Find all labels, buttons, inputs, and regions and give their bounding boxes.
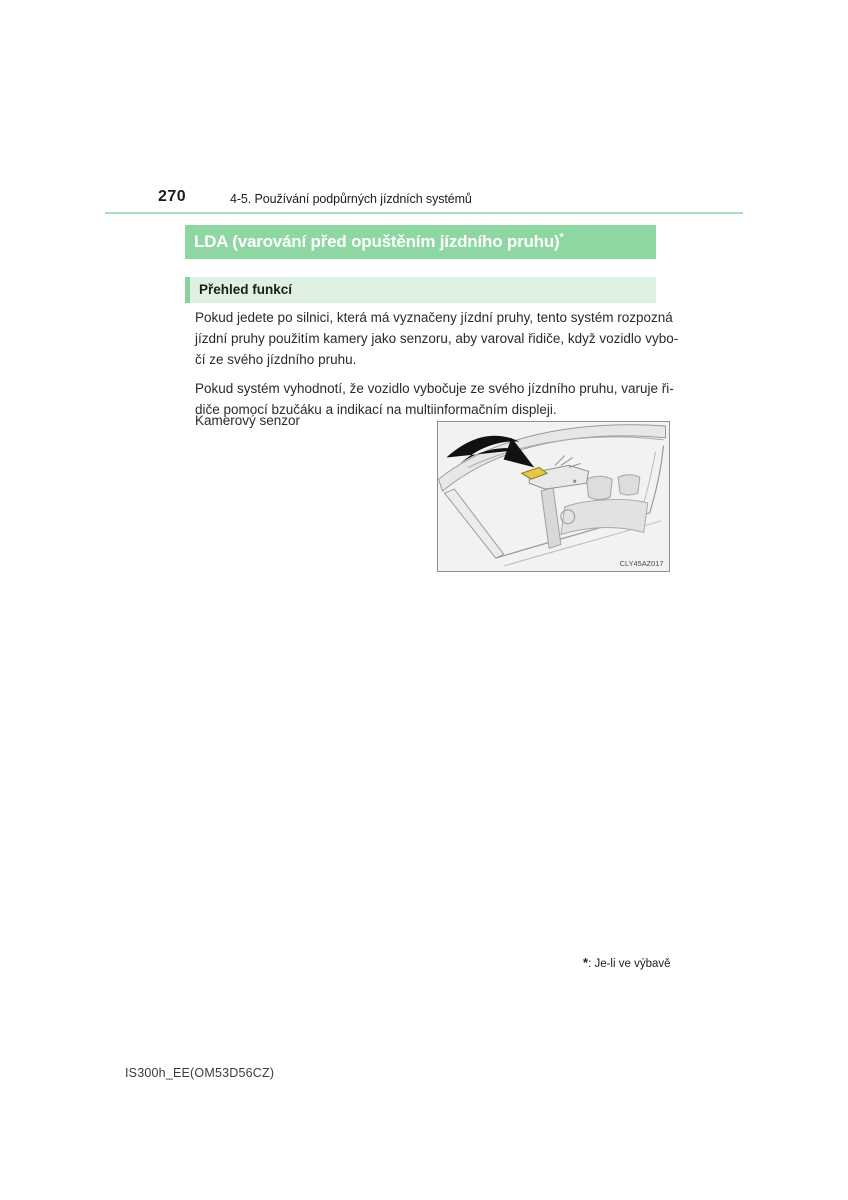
- paragraph-1-line: Pokud jedete po silnici, která má vyznačeny jízdní pruhy, tento systém rozpozná: [195, 310, 673, 325]
- camera-sensor-figure: [437, 421, 670, 572]
- paragraph-2-line: diče pomocí bzučáku a indikací na multiinformačním displeji.: [195, 402, 557, 417]
- footnote-asterisk: *: [583, 955, 589, 970]
- car-interior-illustration: [438, 422, 669, 571]
- paragraph-2-line: Pokud systém vyhodnotí, že vozidlo vybočuje ze svého jízdního pruhu, varuje ři-: [195, 381, 674, 396]
- seat-back: [561, 499, 648, 534]
- chapter-breadcrumb: 4-5. Používání podpůrných jízdních systémů: [230, 192, 472, 206]
- section-heading-label: Přehled funkcí: [199, 282, 293, 297]
- document-code: IS300h_EE(OM53D56CZ): [125, 1066, 275, 1080]
- paragraph-1-line: čí ze svého jízdního pruhu.: [195, 352, 357, 367]
- section-heading-overview: [185, 277, 656, 303]
- footnote: [583, 955, 671, 970]
- title-asterisk: *: [559, 231, 564, 244]
- footnote-text: : Je-li ve výbavě: [588, 958, 671, 970]
- right-pillar: [650, 446, 664, 513]
- camera-sensor-label: Kamerový senzor: [195, 413, 301, 428]
- page-number: 270: [158, 188, 187, 205]
- lda-title-banner: [185, 225, 656, 259]
- lda-title-text: LDA (varování před opuštěním jízdního pruhu): [194, 232, 560, 251]
- body-text: [195, 307, 679, 420]
- center-pillar: [541, 487, 561, 548]
- a-pillar: [444, 489, 503, 558]
- header-divider: [105, 212, 743, 214]
- seat-headrest: [618, 475, 640, 495]
- figure-code: CLY45AZ017: [619, 559, 664, 569]
- seat-headrest: [587, 476, 613, 499]
- paragraph-1-line: jízdní pruhy použitím kamery jako senzoru, aby varoval řidiče, když vozidlo vybo-: [195, 331, 679, 346]
- mirror-button: [573, 480, 576, 483]
- paragraph-1: [195, 307, 679, 370]
